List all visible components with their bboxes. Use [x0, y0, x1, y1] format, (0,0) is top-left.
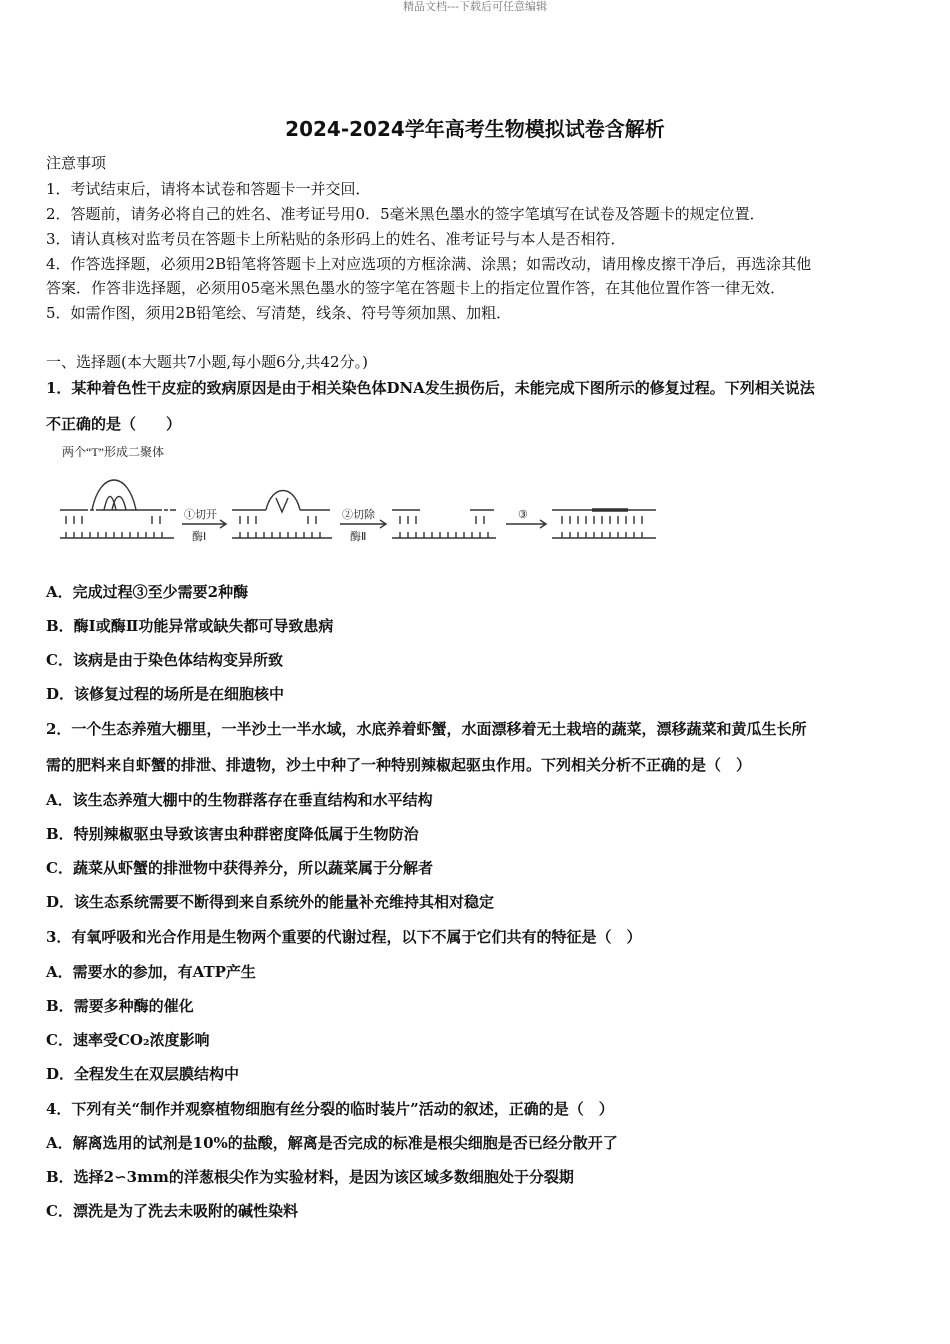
enzyme2-label: 酶Ⅱ	[350, 531, 367, 543]
question-3-option-a: A．需要水的参加，有ATP产生	[46, 963, 256, 981]
question-1-option-b: B．酶Ⅰ或酶Ⅱ功能异常或缺失都可导致患病	[46, 617, 334, 635]
question-1-stem: 1．某种着色性干皮症的致病原因是由于相关染色体DNA发生损伤后，未能完成下图所示的修复过程。下列相关说法	[46, 379, 815, 397]
question-2-option-c: C．蔬菜从虾蟹的排泄物中获得养分，所以蔬菜属于分解者	[46, 859, 433, 877]
section-heading: 一、选择题(本大题共7小题,每小题6分,共42分。)	[46, 353, 368, 371]
notice-item: 1．考试结束后，请将本试卷和答题卡一并交回．	[46, 180, 371, 198]
question-2-option-a: A．该生态养殖大棚中的生物群落存在垂直结构和水平结构	[46, 791, 433, 809]
notice-item: 5．如需作图，须用2B铅笔绘、写清楚，线条、符号等须加黑、加粗．	[46, 304, 512, 322]
question-1-stem-cont: 不正确的是（ ）	[46, 415, 182, 433]
notice-item: 答案．作答非选择题，必须用05毫米黑色墨水的签字笔在答题卡上的指定位置作答，在其他位置作答一律无效．	[46, 279, 786, 297]
question-3-option-b: B．需要多种酶的催化	[46, 997, 194, 1015]
notice-item: 3．请认真核对监考员在答题卡上所粘贴的条形码上的姓名、准考证号与本人是否相符．	[46, 230, 626, 248]
diagram-caption: 两个“T”形成二聚体	[62, 445, 164, 459]
notice-item: 2．答题前，请务必将自己的姓名、准考证号用0．5毫米黑色墨水的签字笔填写在试卷及答题卡的规定位置．	[46, 205, 765, 223]
question-4-option-c: C．漂洗是为了洗去未吸附的碱性染料	[46, 1202, 298, 1220]
question-3-option-d: D．全程发生在双层膜结构中	[46, 1065, 240, 1083]
question-4-stem: 4．下列有关“制作并观察植物细胞有丝分裂的临时装片”活动的叙述，正确的是（ ）	[46, 1100, 614, 1118]
enzyme1-label: 酶Ⅰ	[192, 531, 207, 543]
page-title: 2024-2024学年高考生物模拟试卷含解析	[285, 117, 665, 141]
question-2-option-b: B．特别辣椒驱虫导致该害虫种群密度降低属于生物防治	[46, 825, 419, 843]
question-1-option-a: A．完成过程③至少需要2种酶	[46, 583, 249, 601]
notice-heading: 注意事项	[46, 154, 107, 172]
question-4-option-b: B．选择2∽3mm的洋葱根尖作为实验材料，是因为该区域多数细胞处于分裂期	[46, 1168, 574, 1186]
step1-label: ①切开	[184, 509, 217, 521]
question-3-stem: 3．有氧呼吸和光合作用是生物两个重要的代谢过程，以下不属于它们共有的特征是（ ）	[46, 928, 642, 946]
question-1-option-c: C．该病是由于染色体结构变异所致	[46, 651, 283, 669]
question-2-stem-cont: 需的肥料来自虾蟹的排泄、排遗物，沙土中种了一种特别辣椒起驱虫作用。下列相关分析不正确的是（ ）	[46, 756, 752, 774]
question-2-stem: 2．一个生态养殖大棚里，一半沙土一半水域，水底养着虾蟹，水面漂移着无土栽培的蔬菜，漂移蔬菜和黄瓜生长所	[46, 720, 807, 738]
question-1-option-d: D．该修复过程的场所是在细胞核中	[46, 685, 285, 703]
dna-repair-diagram	[52, 440, 662, 552]
question-2-option-d: D．该生态系统需要不断得到来自系统外的能量补充维持其相对稳定	[46, 893, 495, 911]
question-4-option-a: A．解离选用的试剂是10%的盐酸，解离是否完成的标准是根尖细胞是否已经分散开了	[46, 1134, 618, 1152]
notice-item: 4．作答选择题，必须用2B铅笔将答题卡上对应选项的方框涂满、涂黑；如需改动，请用橡皮擦干净后，再选涂其他	[46, 255, 812, 273]
watermark: 精品文档---下载后可任意编辑	[403, 0, 547, 13]
step3-label: ③	[518, 509, 528, 521]
question-3-option-c: C．速率受CO₂浓度影响	[46, 1031, 210, 1049]
step2-label: ②切除	[342, 509, 375, 521]
